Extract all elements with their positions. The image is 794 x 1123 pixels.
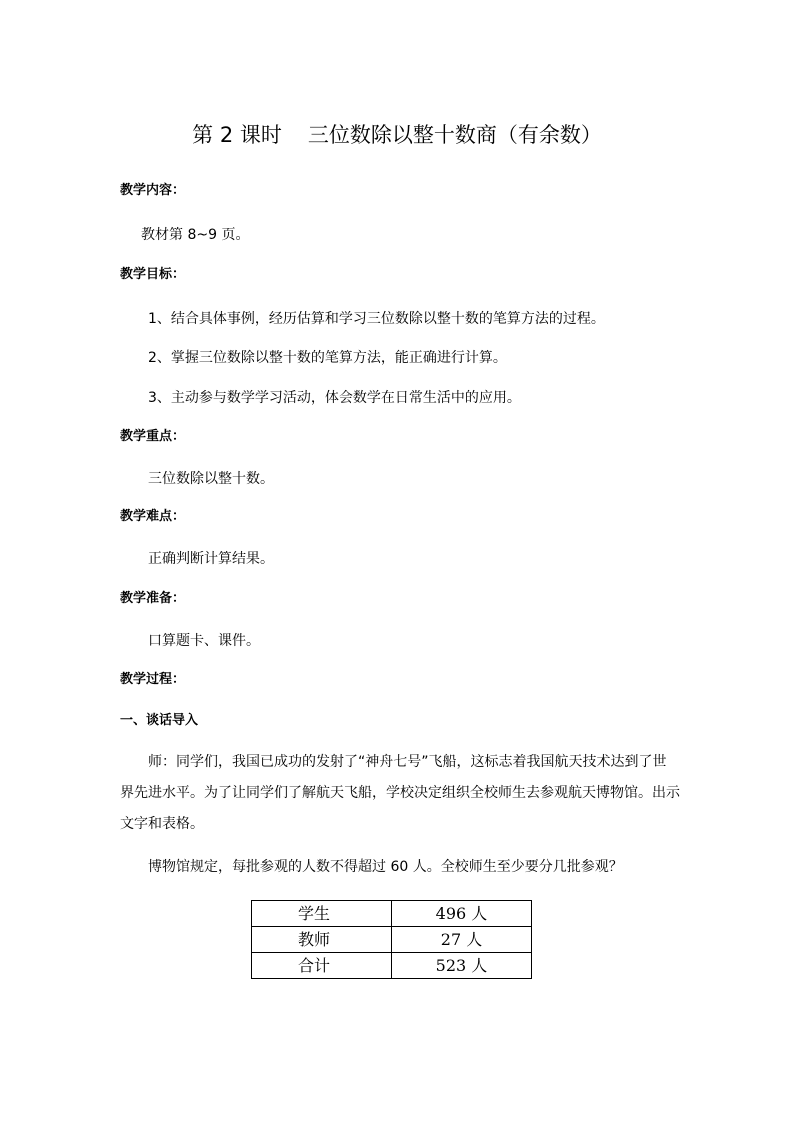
table-cell-value: 27 人 [392, 927, 532, 953]
key-text: 三位数除以整十数。 [148, 471, 274, 487]
table-row [252, 901, 532, 927]
goal-item: 2、掌握三位数除以整十数的笔算方法，能正确进行计算。 [148, 350, 507, 366]
goals-heading: 教学目标： [120, 267, 186, 282]
goal-item: 3、主动参与数学学习活动，体会数学在日常生活中的应用。 [148, 390, 521, 406]
content-heading: 教学内容： [120, 183, 186, 198]
table-cell-value: 496 人 [392, 901, 532, 927]
difficulty-heading: 教学难点： [120, 509, 186, 524]
difficulty-text: 正确判断计算结果。 [148, 551, 274, 567]
lesson-topic: 三位数除以整十数商（有余数） [307, 123, 602, 147]
content-text: 教材第 8~9 页。 [141, 227, 250, 243]
attendance-table [251, 900, 532, 979]
goal-item: 1、结合具体事例，经历估算和学习三位数除以整十数的笔算方法的过程。 [148, 311, 605, 327]
table-row [252, 953, 532, 979]
table-cell-label: 学生 [252, 901, 392, 927]
part1-paragraph: 师：同学们，我国已成功的发射了“神舟七号”飞船，这标志着我国航天技术达到了世界先进水平。为了让同学们了解航天飞船，学校决定组织全校师生去参观航天博物馆。出示文字和表格。 [120, 754, 680, 832]
process-heading: 教学过程： [120, 672, 186, 687]
table-cell-label: 教师 [252, 927, 392, 953]
part1-heading: 一、谈话导入 [120, 713, 199, 728]
table-cell-value: 523 人 [392, 953, 532, 979]
prep-text: 口算题卡、课件。 [148, 633, 260, 649]
table-row [252, 927, 532, 953]
page-title [0, 121, 794, 149]
key-heading: 教学重点： [120, 429, 186, 444]
part1-question: 博物馆规定，每批参观的人数不得超过 60 人。全校师生至少要分几批参观？ [148, 859, 623, 875]
lesson-number: 第 2 课时 [192, 123, 282, 147]
table-cell-label: 合计 [252, 953, 392, 979]
prep-heading: 教学准备： [120, 591, 186, 606]
